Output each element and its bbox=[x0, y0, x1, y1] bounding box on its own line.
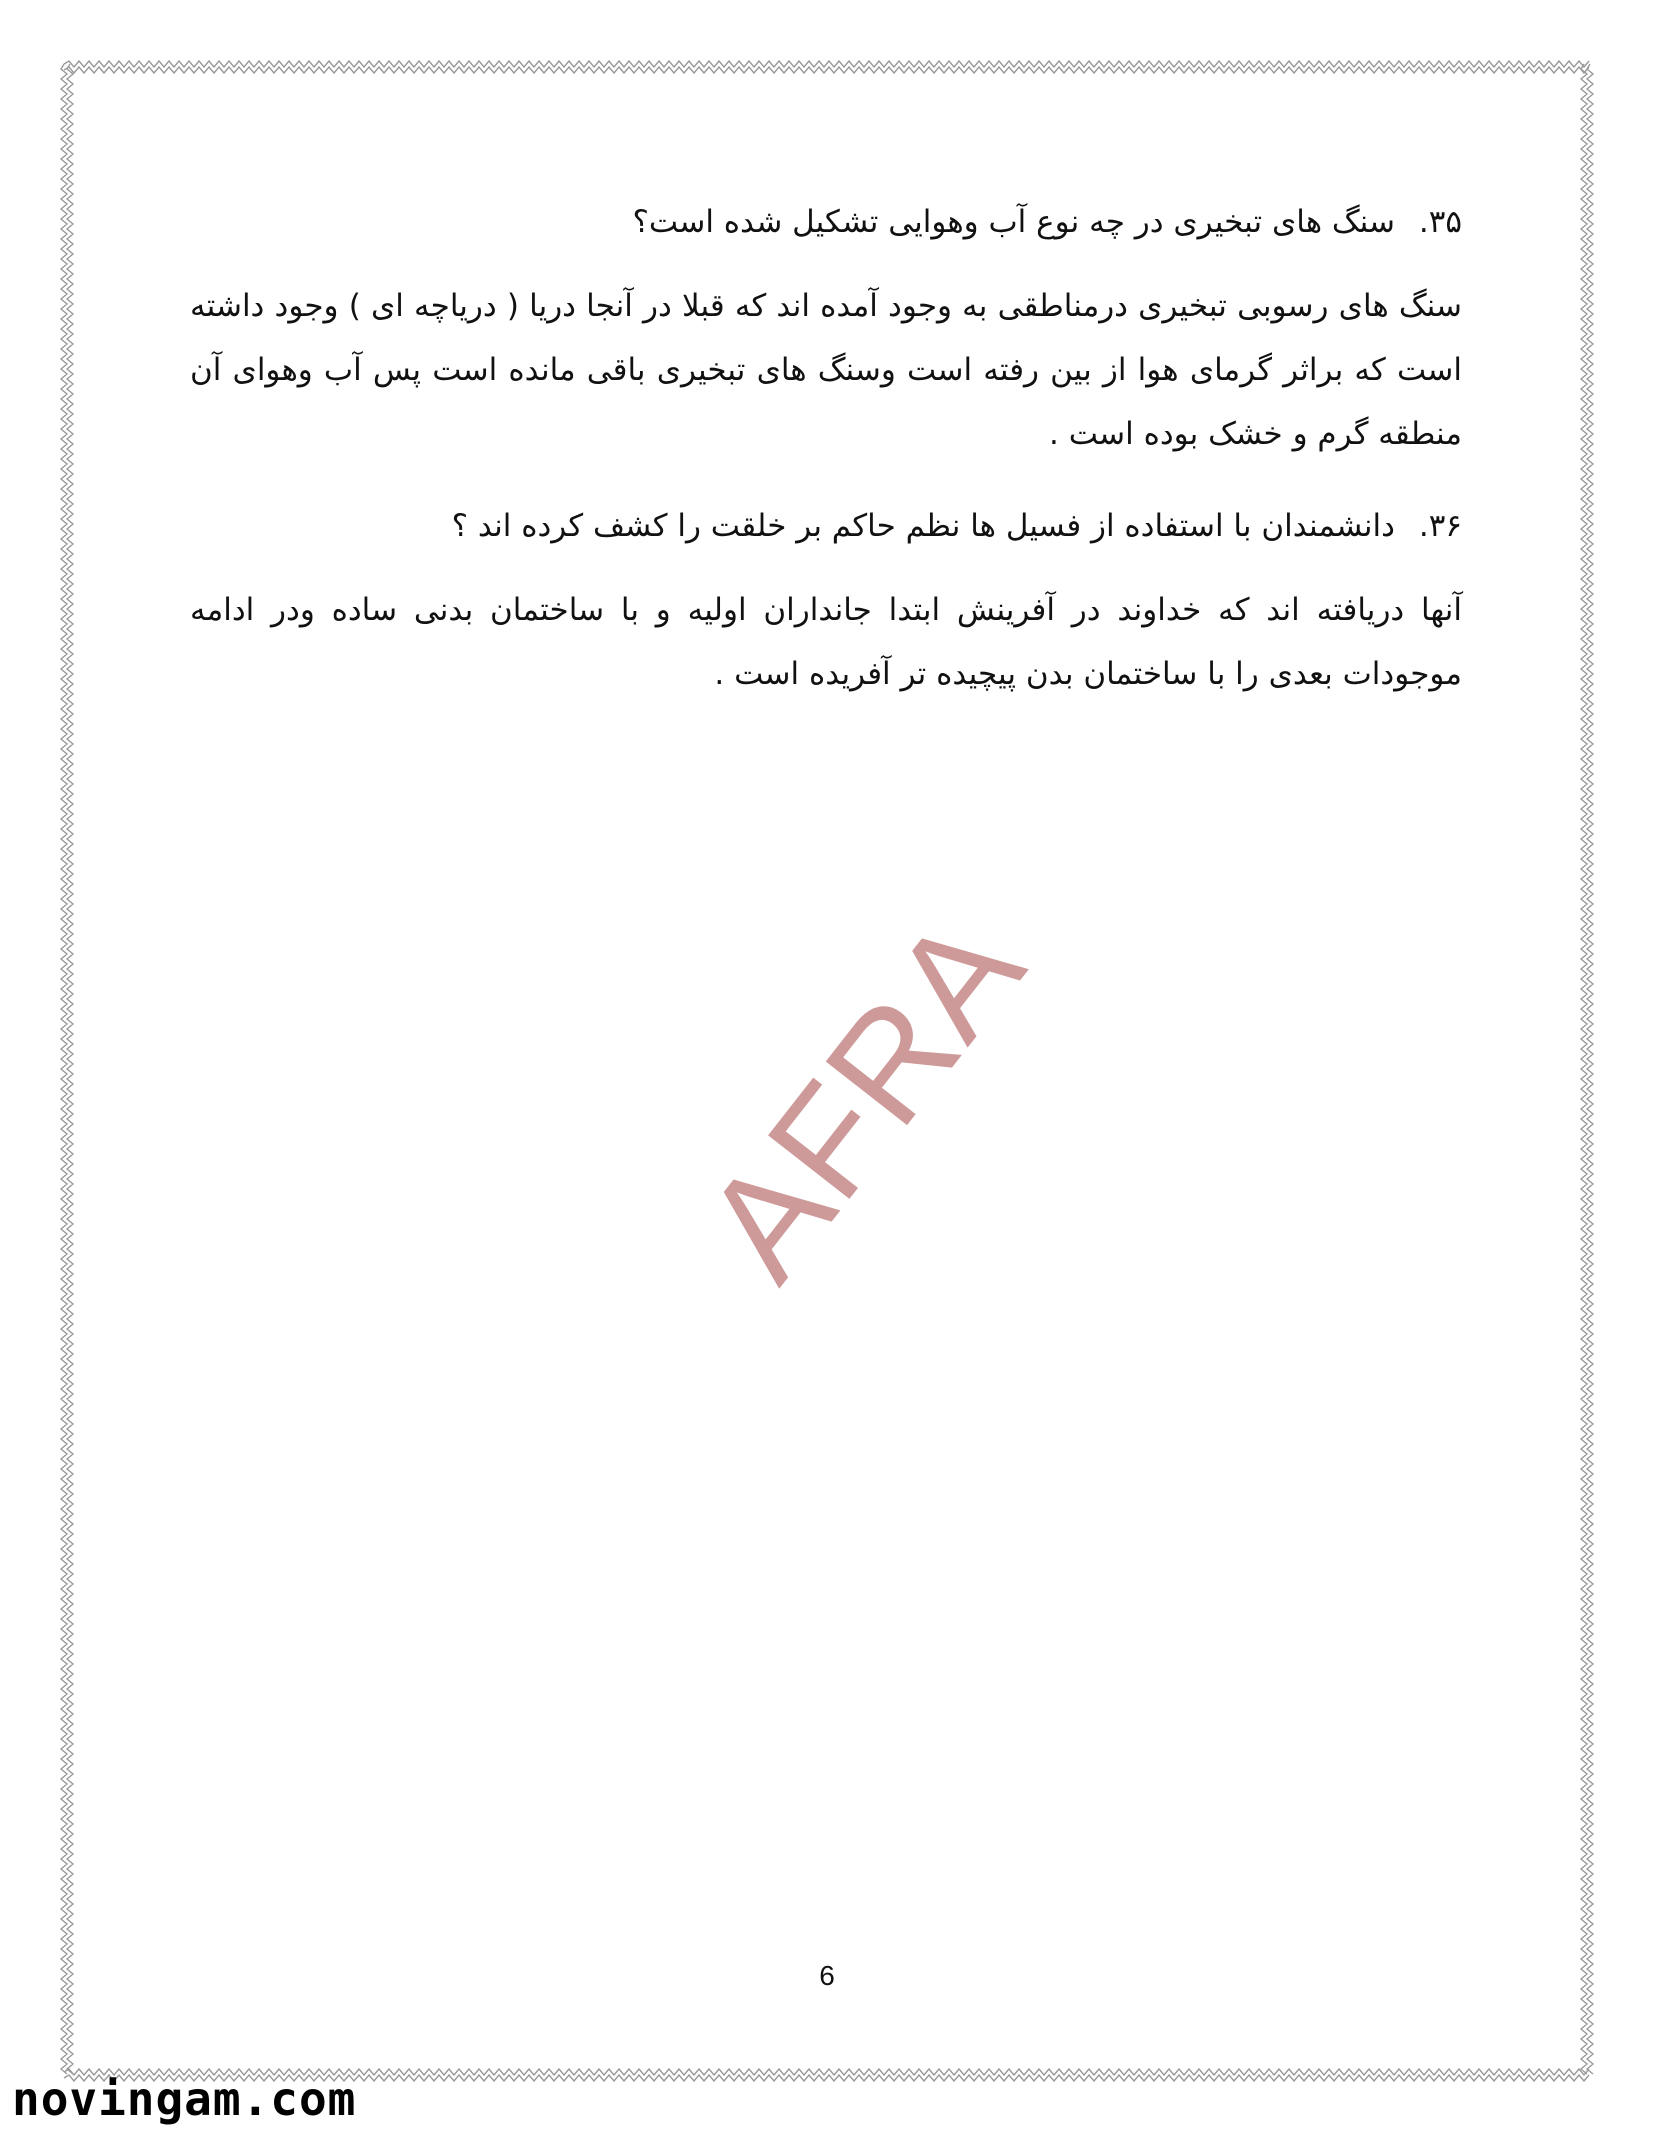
border-zigzag bbox=[1581, 64, 1587, 2074]
document-body bbox=[190, 190, 1462, 734]
border-zigzag bbox=[64, 61, 1589, 67]
site-logo: novingam.com bbox=[12, 2072, 357, 2126]
watermark: AFRA bbox=[671, 883, 1056, 1309]
question-text: دانشمندان با استفاده از فسیل ها نظم حاکم بر خلقت را کشف کرده اند ؟ bbox=[451, 508, 1395, 544]
question-35 bbox=[190, 190, 1462, 254]
page-number: 6 bbox=[819, 1960, 835, 1991]
border-zigzag bbox=[67, 64, 73, 2074]
border-zigzag bbox=[1587, 64, 1593, 2074]
question-number: ۳۶. bbox=[1418, 508, 1462, 544]
border-zigzag bbox=[61, 64, 67, 2074]
answer-35: سنگ های رسوبی تبخیری درمناطقی به وجود آمده اند که قبلا در آنجا دریا ( دریاچه ای ) وجود داشته است که براثر گرمای هوا از بین رفته است وسنگ های تبخیری باقی مانده است پس آب وهوای آن منطقه گرم و خشک بوده است . bbox=[190, 288, 1462, 452]
question-text: سنگ های تبخیری در چه نوع آب وهوایی تشکیل شده است؟ bbox=[632, 204, 1395, 240]
question-number: ۳۵. bbox=[1418, 204, 1462, 240]
border-zigzag bbox=[64, 67, 1589, 73]
answer-36: آنها دریافته اند که خداوند در آفرینش ابتدا جانداران اولیه و با ساختمان بدنی ساده ودر ادامه موجودات بعدی را با ساختمان بدن پیچیده تر آفریده است . bbox=[190, 592, 1462, 692]
question-36 bbox=[190, 494, 1462, 558]
